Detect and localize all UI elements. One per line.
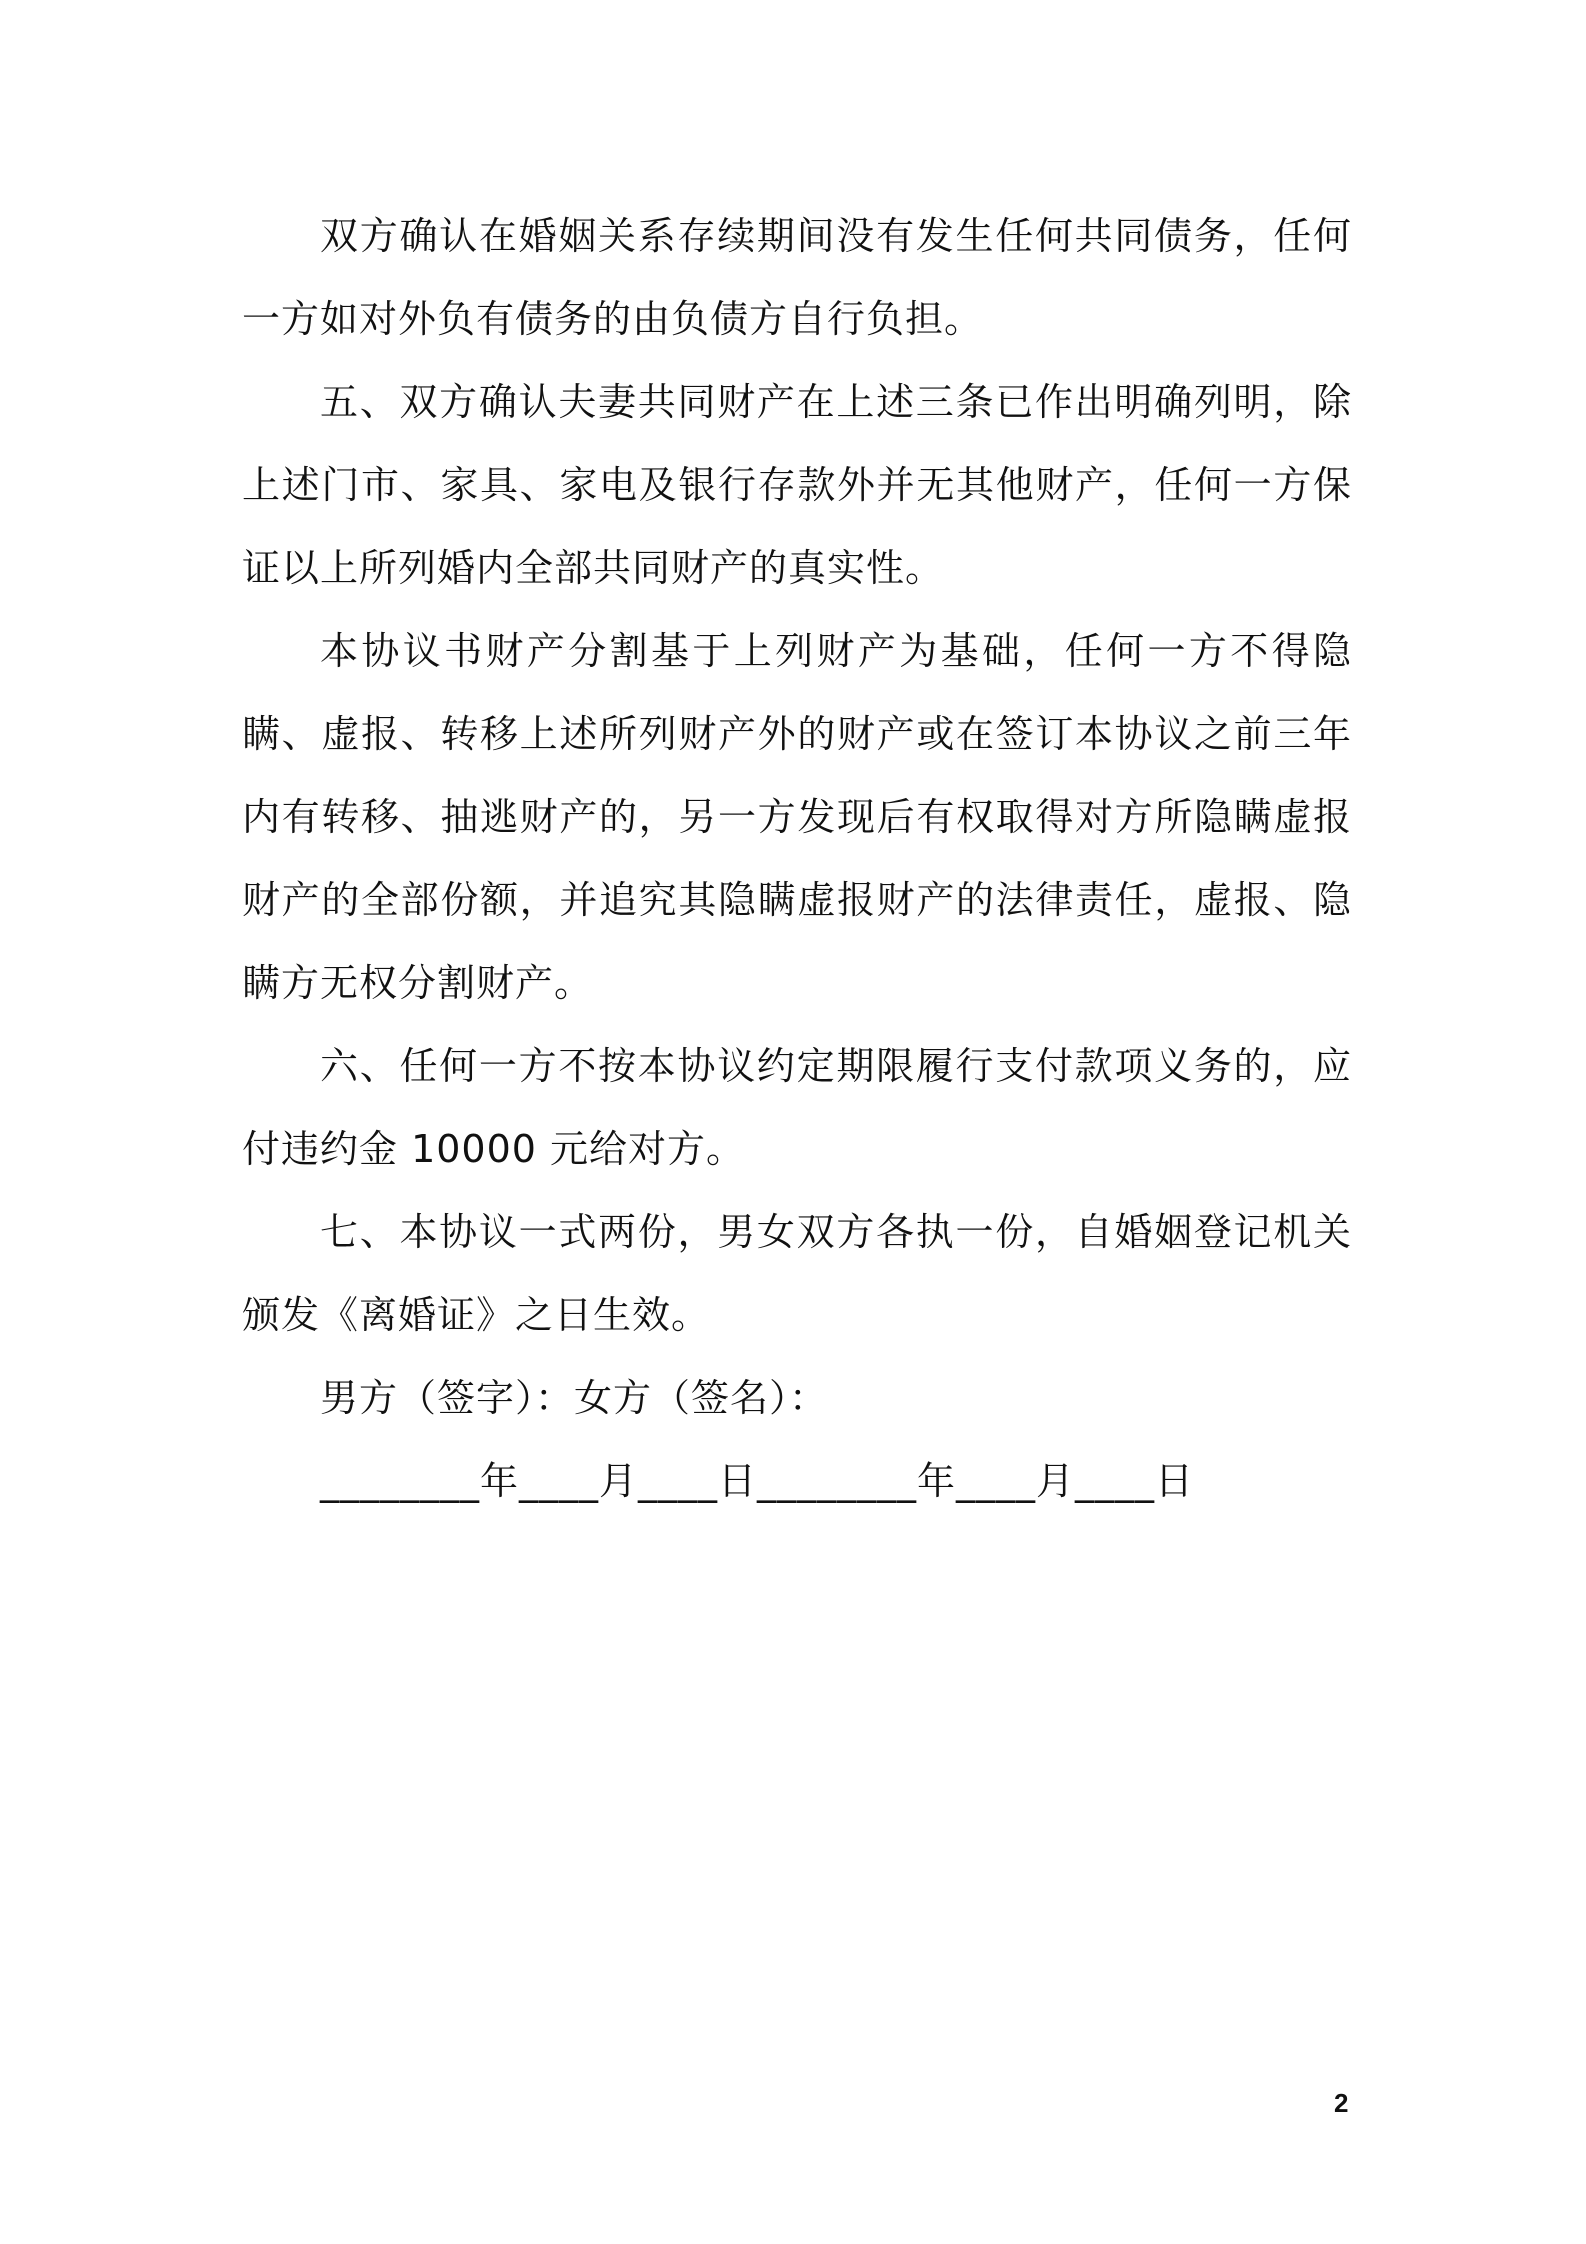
paragraph-clause-six: 六、任何一方不按本协议约定期限履行支付款项义务的，应付违约金 10000 元给对方。 (242, 1044, 1352, 1171)
paragraph-debt-confirmation: 双方确认在婚姻关系存续期间没有发生任何共同债务，任何一方如对外负有债务的由负债方自行负担。 (242, 214, 1352, 341)
date-line: ________年____月____日________年____月____日 (320, 1459, 1195, 1503)
page-number: 2 (1334, 2088, 1349, 2118)
paragraph-property-division-basis: 本协议书财产分割基于上列财产为基础，任何一方不得隐瞒、虚报、转移上述所列财产外的财产或在签订本协议之前三年内有转移、抽逃财产的，另一方发现后有权取得对方所隐瞒虚报财产的全部份额，并追究其隐瞒虚报财产的法律责任，虚报、隐瞒方无权分割财产。 (242, 629, 1352, 1005)
document-body (242, 195, 1352, 1523)
paragraph-clause-five: 五、双方确认夫妻共同财产在上述三条已作出明确列明，除上述门市、家具、家电及银行存款外并无其他财产，任何一方保证以上所列婚内全部共同财产的真实性。 (242, 380, 1352, 590)
paragraph-clause-seven: 七、本协议一式两份，男女双方各执一份，自婚姻登记机关颁发《离婚证》之日生效。 (242, 1210, 1352, 1337)
signature-line: 男方（签字）：女方（签名）： (320, 1376, 829, 1420)
